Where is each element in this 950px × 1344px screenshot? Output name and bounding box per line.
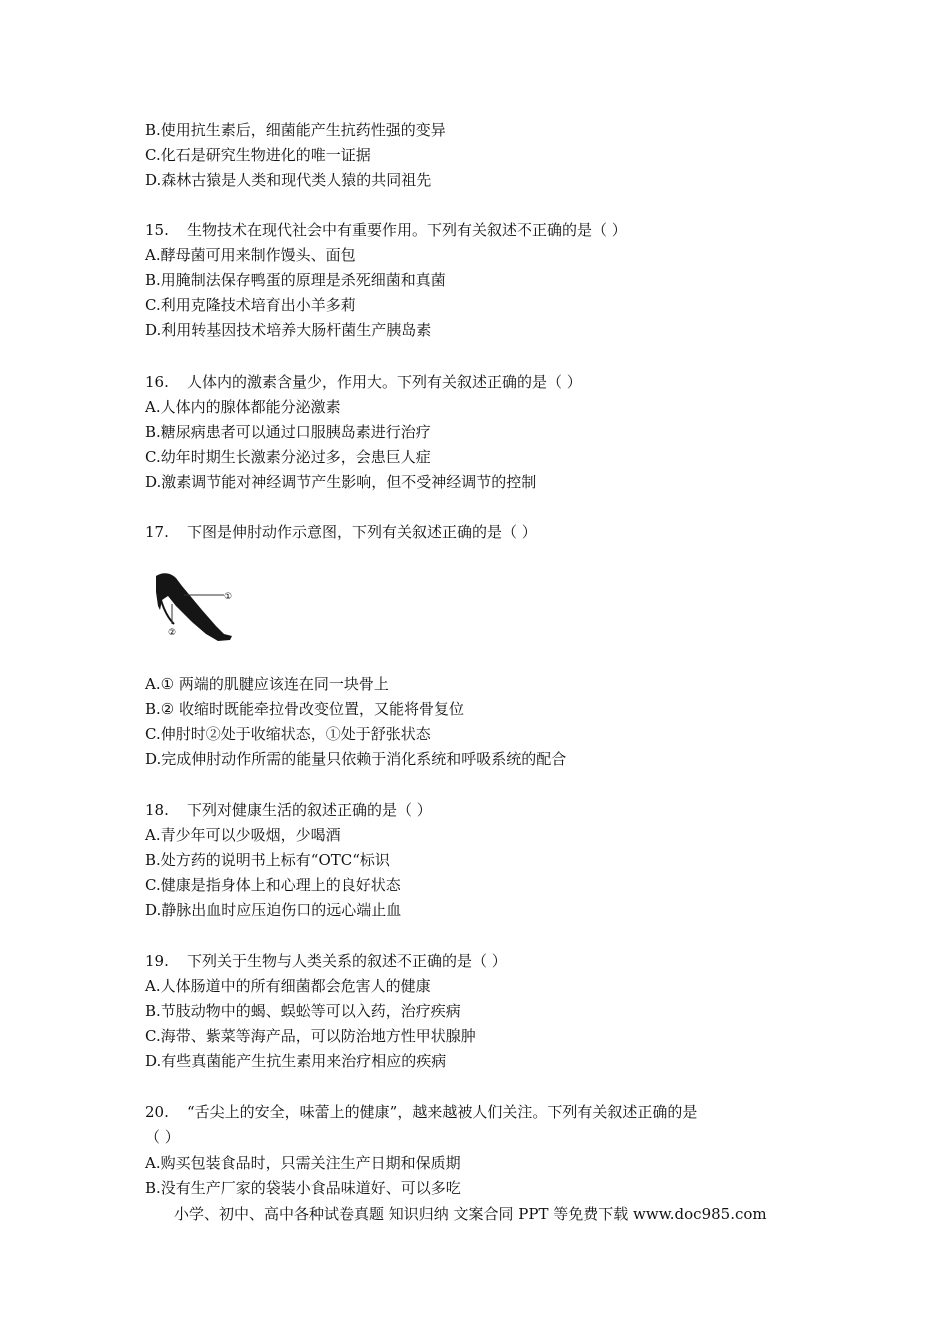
q17-stem-text: 下图是伸肘动作示意图，下列有关叙述正确的是（ ） xyxy=(187,523,537,541)
q15-option-b: B.用腌制法保存鸭蛋的原理是杀死细菌和真菌 xyxy=(145,271,446,289)
q16-option-c: C.幼年时期生长激素分泌过多，会患巨人症 xyxy=(145,448,431,466)
q20-stem xyxy=(145,1102,697,1122)
q16-option-d: D.激素调节能对神经调节产生影响，但不受神经调节的控制 xyxy=(145,473,537,491)
q18-option-b: B.处方药的说明书上标有“OTC“标识 xyxy=(145,851,390,869)
q20-stem-continuation: （ ） xyxy=(145,1128,180,1146)
label-2: ② xyxy=(168,628,177,638)
q16-option-b: B.糖尿病患者可以通过口服胰岛素进行治疗 xyxy=(145,423,431,441)
q18-option-a: A.青少年可以少吸烟，少喝酒 xyxy=(145,826,341,844)
q18-stem-text: 下列对健康生活的叙述正确的是（ ） xyxy=(187,801,432,819)
q16-stem xyxy=(145,372,582,392)
q19-option-b: B.节肢动物中的蝎、蜈蚣等可以入药，治疗疾病 xyxy=(145,1002,461,1020)
q18-option-d: D.静脉出血时应压迫伤口的远心端止血 xyxy=(145,901,402,919)
q16-number: 16. xyxy=(145,373,169,391)
q16-stem-text: 人体内的激素含量少，作用大。下列有关叙述正确的是（ ） xyxy=(187,373,582,391)
q15-option-a: A.酵母菌可用来制作馒头、面包 xyxy=(145,246,356,264)
page-footer: 小学、初中、高中各种试卷真题 知识归纳 文案合同 PPT 等免费下载 www.doc985.com xyxy=(174,1205,767,1223)
q19-option-a: A.人体肠道中的所有细菌都会危害人的健康 xyxy=(145,977,431,995)
q19-stem-text: 下列关于生物与人类关系的叙述不正确的是（ ） xyxy=(187,952,507,970)
q18-stem xyxy=(145,800,432,820)
q17-option-d: D.完成伸肘动作所需的能量只依赖于消化系统和呼吸系统的配合 xyxy=(145,750,567,768)
q17-stem xyxy=(145,522,537,542)
q15-option-c: C.利用克隆技术培育出小羊多莉 xyxy=(145,296,356,314)
q16-option-a: A.人体内的腺体都能分泌激素 xyxy=(145,398,341,416)
q17-option-c: C.伸肘时②处于收缩状态，①处于舒张状态 xyxy=(145,725,431,743)
q19-stem xyxy=(145,951,507,971)
q14-option-c: C.化石是研究生物进化的唯一证据 xyxy=(145,146,371,164)
q14-option-b: B.使用抗生素后，细菌能产生抗药性强的变异 xyxy=(145,121,446,139)
q18-option-c: C.健康是指身体上和心理上的良好状态 xyxy=(145,876,401,894)
q15-option-d: D.利用转基因技术培养大肠杆菌生产胰岛素 xyxy=(145,321,432,339)
elbow-extension-diagram xyxy=(148,570,238,650)
q19-option-c: C.海带、紫菜等海产品，可以防治地方性甲状腺肿 xyxy=(145,1027,476,1045)
q20-stem-text: “舌尖上的安全，味蕾上的健康”，越来越被人们关注。下列有关叙述正确的是 xyxy=(187,1103,698,1121)
q14-option-d: D.森林古猿是人类和现代类人猿的共同祖先 xyxy=(145,171,432,189)
q17-option-b: B.② 收缩时既能牵拉骨改变位置，又能将骨复位 xyxy=(145,700,465,718)
q17-number: 17. xyxy=(145,523,169,541)
q20-number: 20. xyxy=(145,1103,169,1121)
q19-number: 19. xyxy=(145,952,169,970)
q20-option-a: A.购买包装食品时，只需关注生产日期和保质期 xyxy=(145,1154,461,1172)
q17-option-a: A.① 两端的肌腱应该连在同一块骨上 xyxy=(145,675,389,693)
q19-option-d: D.有些真菌能产生抗生素用来治疗相应的疾病 xyxy=(145,1052,447,1070)
label-1: ① xyxy=(224,592,233,602)
q20-option-b: B.没有生产厂家的袋装小食品味道好、可以多吃 xyxy=(145,1179,461,1197)
q15-stem-text: 生物技术在现代社会中有重要作用。下列有关叙述不正确的是（ ） xyxy=(187,221,627,239)
q18-number: 18. xyxy=(145,801,169,819)
q15-number: 15. xyxy=(145,221,169,239)
q15-stem xyxy=(145,220,627,240)
